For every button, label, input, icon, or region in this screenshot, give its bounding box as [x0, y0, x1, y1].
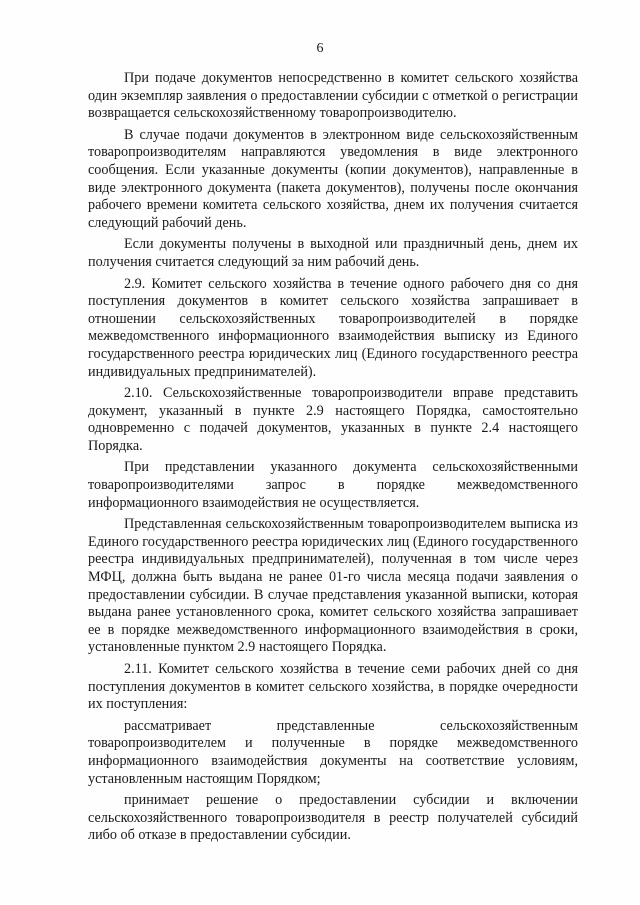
paragraph-2-11: 2.11. Комитет сельского хозяйства в течение семи рабочих дней со дня поступления документов в комитет сельского хозяйства, в порядке очередности их поступления:	[88, 661, 578, 713]
paragraph-2-10: 2.10. Сельскохозяйственные товаропроизводители вправе представить документ, указанный в пункте 2.9 настоящего Порядка, самостоятельно одновременно с подачей документов, указанных в пункте 2.4 настоящего Порядка.	[88, 385, 578, 454]
paragraph-review-documents: рассматривает представленные сельскохозяйственным товаропроизводителем и полученные в порядке межведомственного информационного взаимодействия документы на соответствие условиям, установленным настоящим Порядком;	[88, 717, 578, 787]
paragraph-extract-validity: Представленная сельскохозяйственным товаропроизводителем выписка из Единого государственного реестра юридических лиц (Единого государственного реестра индивидуальных предпринимателей), полученная в том числе через МФЦ, должна быть выдана не ранее 01-го числа месяца подачи заявления о предоставлении субсидии. В случае представления указанной выписки, которая выдана ранее установленного срока, комитет сельского хозяйства запрашивает ее в порядке межведомственного информационного взаимодействия в сроки, установленные пунктом 2.9 настоящего Порядка.	[88, 516, 578, 656]
paragraph-document-return: При подаче документов непосредственно в комитет сельского хозяйства один экземпляр заявления о предоставлении субсидии с отметкой о регистрации возвращается сельскохозяйственному товаропроизводителю.	[88, 70, 578, 122]
paragraph-electronic-submission: В случае подачи документов в электронном виде сельскохозяйственным товаропроизводителям направляются уведомления в виде электронного сообщения. Если указанные документы (копии документов), направленные в виде электронного документа (пакета документов), получены после окончания рабочего времени комитета сельского хозяйства, днем их получения считается следующий рабочий день.	[88, 126, 578, 231]
paragraph-2-9: 2.9. Комитет сельского хозяйства в течение одного рабочего дня со дня поступления документов в комитет сельского хозяйства запрашивает в отношении сельскохозяйственных товаропроизводителей в порядке межведомственного информационного взаимодействия выписку из Единого государственного реестра юридических лиц (Единого государственного реестра индивидуальных предпринимателей).	[88, 275, 578, 380]
paragraph-no-request: При представлении указанного документа сельскохозяйственными товаропроизводителями запрос в порядке межведомственного информационного взаимодействия не осуществляется.	[88, 459, 578, 511]
paragraph-holiday-receipt: Если документы получены в выходной или праздничный день, днем их получения считается следующий за ним рабочий день.	[88, 236, 578, 270]
page-number: 6	[316, 41, 324, 56]
document-body	[88, 70, 578, 849]
paragraph-decision: принимает решение о предоставлении субсидии и включении сельскохозяйственного товаропроизводителя в реестр получателей субсидий либо об отказе в предоставлении субсидии.	[88, 792, 578, 844]
